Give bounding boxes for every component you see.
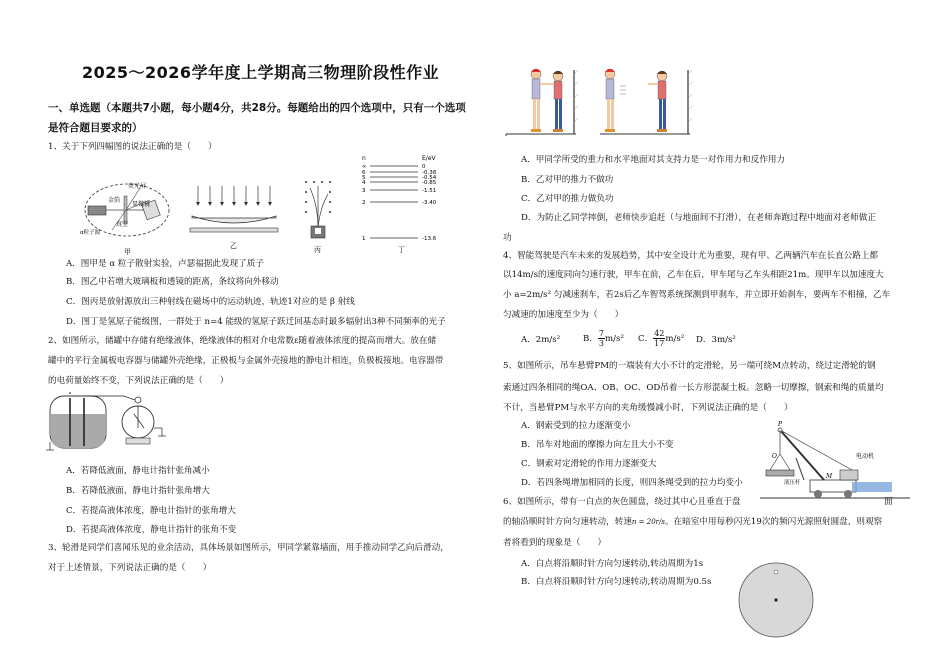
- q1-bing-caption: 丙: [314, 246, 321, 254]
- q2-option-d[interactable]: D．若提高液体浓度，静电计指针的张角不变: [66, 525, 237, 535]
- q1-jia-fluorescent-label: 荧光屏: [128, 183, 147, 190]
- q1-jia-source-label: α粒子源: [80, 230, 101, 236]
- energy-level-value: -0.38: [422, 170, 437, 176]
- energy-level-value: -1.51: [422, 188, 437, 194]
- q6-option-a[interactable]: A．白点将沿顺时针方向匀速转动,转动周期为1s: [521, 559, 704, 569]
- q5-label-p: P: [778, 421, 783, 428]
- q1-ding-caption: 丁: [398, 246, 405, 254]
- q6-stem-line1: 6、如图所示，带有一白点的灰色圆盘，绕过其中心且垂直于盘: [503, 497, 741, 507]
- q2-figure-tank: [44, 392, 174, 454]
- q4-stem-line1: 4、智能驾驶是汽车未来的发展趋势，其中安全设计尤为重要，现有甲、乙两辆汽车在长直公路上都: [503, 251, 879, 261]
- q3-option-d[interactable]: D．为防止乙同学摔倒，老师快步追赶（与地面间不打滑），在老师奔跑过程中地面对老师做正: [521, 213, 876, 223]
- energy-level-value: -0.85: [422, 180, 437, 186]
- q6-stem-line1-end: 面: [884, 497, 893, 507]
- q4-option-d[interactable]: D．3m/s²: [696, 335, 736, 345]
- q4-option-b-unit: m/s²: [605, 334, 624, 344]
- q3-option-d-continued: 功: [503, 233, 512, 243]
- page-title: 2025～2026学年度上学期高三物理阶段性作业: [82, 63, 440, 82]
- q4-stem-line4: 匀减速的加速度至少为（ ）: [503, 310, 624, 320]
- q5-option-c[interactable]: C．钢索对定滑轮的作用力逐渐变大: [521, 459, 657, 469]
- q2-option-b[interactable]: B．若降低液面，静电计指针张角增大: [66, 486, 210, 496]
- q5-label-m: M: [826, 473, 833, 480]
- q4-option-b-fraction: [598, 329, 605, 348]
- q4-option-c-denominator: 17: [654, 339, 665, 348]
- q6-stem-line2-end: 。在暗室中用每秒闪光19次的频闪光源照射圆盘，则观察: [664, 517, 883, 527]
- q1-jia-goldfoil-label: 金箔: [108, 197, 121, 204]
- section-heading-line1: 一、单选题（本题共7小题，每小题4分，共28分。每题给出的四个选项中，只有一个选项: [48, 102, 466, 114]
- energy-level-value: -13.6: [422, 236, 437, 242]
- q2-stem-line3: 的电荷量始终不变，下列说法正确的是（ ）: [48, 376, 229, 386]
- q1-figure-bing: [300, 176, 340, 256]
- q4-stem-line2: 以14m/s的速度同向匀速行驶，甲车在前，乙车在后，甲车尾与乙车头相距21m。现甲车以加速度大: [503, 270, 884, 280]
- energy-level-n: 5: [362, 175, 366, 181]
- q5-stem-line1: 5、如图所示，吊车悬臂PM的一端装有大小不计的定滑轮，另一端可绕M点转动，绕过定滑轮的钢: [503, 361, 876, 371]
- q4-option-b-denominator: 3: [598, 339, 605, 348]
- q1-jia-caption: 甲: [124, 248, 131, 256]
- q1-yi-caption: 乙: [230, 242, 237, 250]
- q4-stem-line3: 小 a=2m/s² 匀减速刹车，若2s后乙车智驾系统探测到甲刹车，并立即开始刹车，要两车不相撞，乙车: [503, 290, 891, 300]
- energy-level-n: 2: [362, 200, 366, 206]
- q3-stem-line2: 对于上述情景，下列说法正确的是（ ）: [48, 563, 212, 573]
- q4-option-b-label: B．: [583, 334, 598, 344]
- energy-level-value: -3.40: [422, 200, 437, 206]
- q3-option-b[interactable]: B．乙对甲的推力不做功: [521, 175, 614, 185]
- q1-ding-n-header: n: [362, 155, 366, 162]
- q2-option-a[interactable]: A．若降低液面，静电计指针张角减小: [66, 466, 210, 476]
- q5-option-a[interactable]: A．钢索受到的拉力逐渐变小: [521, 421, 631, 431]
- q1-jia-microscope-label: 显微镜: [132, 201, 151, 208]
- q1-ding-ev-header: E/eV: [422, 155, 436, 162]
- energy-level-n: 3: [362, 188, 366, 194]
- q5-stem-line3: 不计，当悬臂PM与水平方向的夹角缓慢减小时，下列说法正确的是（ ）: [503, 403, 793, 413]
- q5-label-press: 液压杆: [784, 480, 801, 486]
- q6-figure-disk: [738, 560, 818, 658]
- q3-stem-line1: 3、轮滑是同学们喜闻乐见的业余活动，具体场景如图所示，甲同学紧靠墙面，用手推动同学乙向后滑动，: [48, 543, 449, 553]
- q1-stem: 1、关于下列四幅图的说法正确的是（ ）: [48, 142, 217, 152]
- q4-option-c[interactable]: [638, 326, 684, 352]
- q1-jia-vacuum-label: 真空: [116, 221, 129, 228]
- energy-level-n: 6: [362, 170, 366, 176]
- q5-label-o: O: [772, 453, 777, 460]
- q1-option-c[interactable]: C．图丙是放射源放出三种射线在磁场中的运动轨迹，轨迹1对应的是 β 射线: [66, 297, 355, 307]
- q5-option-b[interactable]: B．吊车对地面的摩擦力向左且大小不变: [521, 440, 674, 450]
- energy-level-value: -0.54: [422, 175, 437, 181]
- q3-option-a[interactable]: A．甲同学所受的重力和水平地面对其支持力是一对作用力和反作用力: [521, 155, 786, 165]
- section-heading-line2: 是符合题目要求的）: [48, 122, 143, 134]
- q4-option-c-unit: m/s²: [665, 334, 685, 344]
- q6-stem-line2: [503, 516, 882, 528]
- q4-option-c-label: C．: [638, 334, 654, 344]
- q3-figure-skating: [502, 62, 692, 138]
- energy-level-n: 4: [362, 180, 366, 186]
- section-heading: [48, 98, 488, 138]
- q2-stem-line2: 罐中的平行金属板电容器与储罐外壳绝缘，正极板与金属外壳接地的静电计相连，负极板接地。电容器带: [48, 356, 444, 366]
- q1-figure-yi: [186, 186, 282, 252]
- q4-option-b-numerator: 7: [598, 329, 605, 338]
- q1-option-b[interactable]: B．图乙中若增大玻璃板和透镜的距离，条纹将向外移动: [66, 277, 279, 287]
- q5-stem-line2: 索通过四条相同的绳OA、OB、OC、OD吊着一长方形混凝土板。忽略一切摩擦，钢索和绳的质量均: [503, 383, 884, 393]
- q1-figure-jia: [80, 158, 175, 258]
- q5-figure-crane: [760, 418, 910, 500]
- q2-stem-line1: 2、如图所示，储罐中存储有绝缘液体，绝缘液体的相对介电常数ε随着液体浓度的提高而增大。放在储: [48, 336, 437, 346]
- q6-rotation-rate: n = 20r/s: [631, 518, 665, 526]
- q6-stem-line3: 者将看到的现象是（ ）: [503, 538, 607, 548]
- q4-option-c-fraction: [653, 329, 665, 348]
- q6-stem-line2-start: 的轴沿顺时针方向匀速转动，转速: [503, 517, 632, 527]
- q5-label-motor: 电动机: [856, 453, 875, 460]
- energy-level-n: 1: [362, 236, 366, 242]
- q5-option-d[interactable]: D．若四条绳增加相同的长度，则四条绳受到的拉力均变小: [521, 478, 743, 488]
- q4-option-a[interactable]: A．2m/s²: [521, 335, 561, 345]
- q4-option-b[interactable]: [583, 326, 624, 352]
- q2-option-c[interactable]: C．若提高液体浓度，静电计指针的张角增大: [66, 506, 236, 516]
- q1-option-a[interactable]: A．图甲是 α 粒子散射实验，卢瑟福据此发现了质子: [66, 259, 264, 269]
- energy-level-n: ∞: [362, 164, 367, 170]
- q4-option-c-numerator: 42: [654, 329, 665, 338]
- energy-level-value: 0: [422, 164, 426, 170]
- q1-option-d[interactable]: D．图丁是氢原子能级图，一群处于 n=4 能级的氢原子跃迁回基态时最多辐射出3种不同频率的光子: [66, 317, 446, 327]
- q1-figure-ding: [360, 152, 450, 256]
- q3-option-c[interactable]: C．乙对甲的推力做负功: [521, 194, 614, 204]
- q6-option-b[interactable]: B．白点将沿顺时针方向匀速转动,转动周期为0.5s: [521, 577, 712, 587]
